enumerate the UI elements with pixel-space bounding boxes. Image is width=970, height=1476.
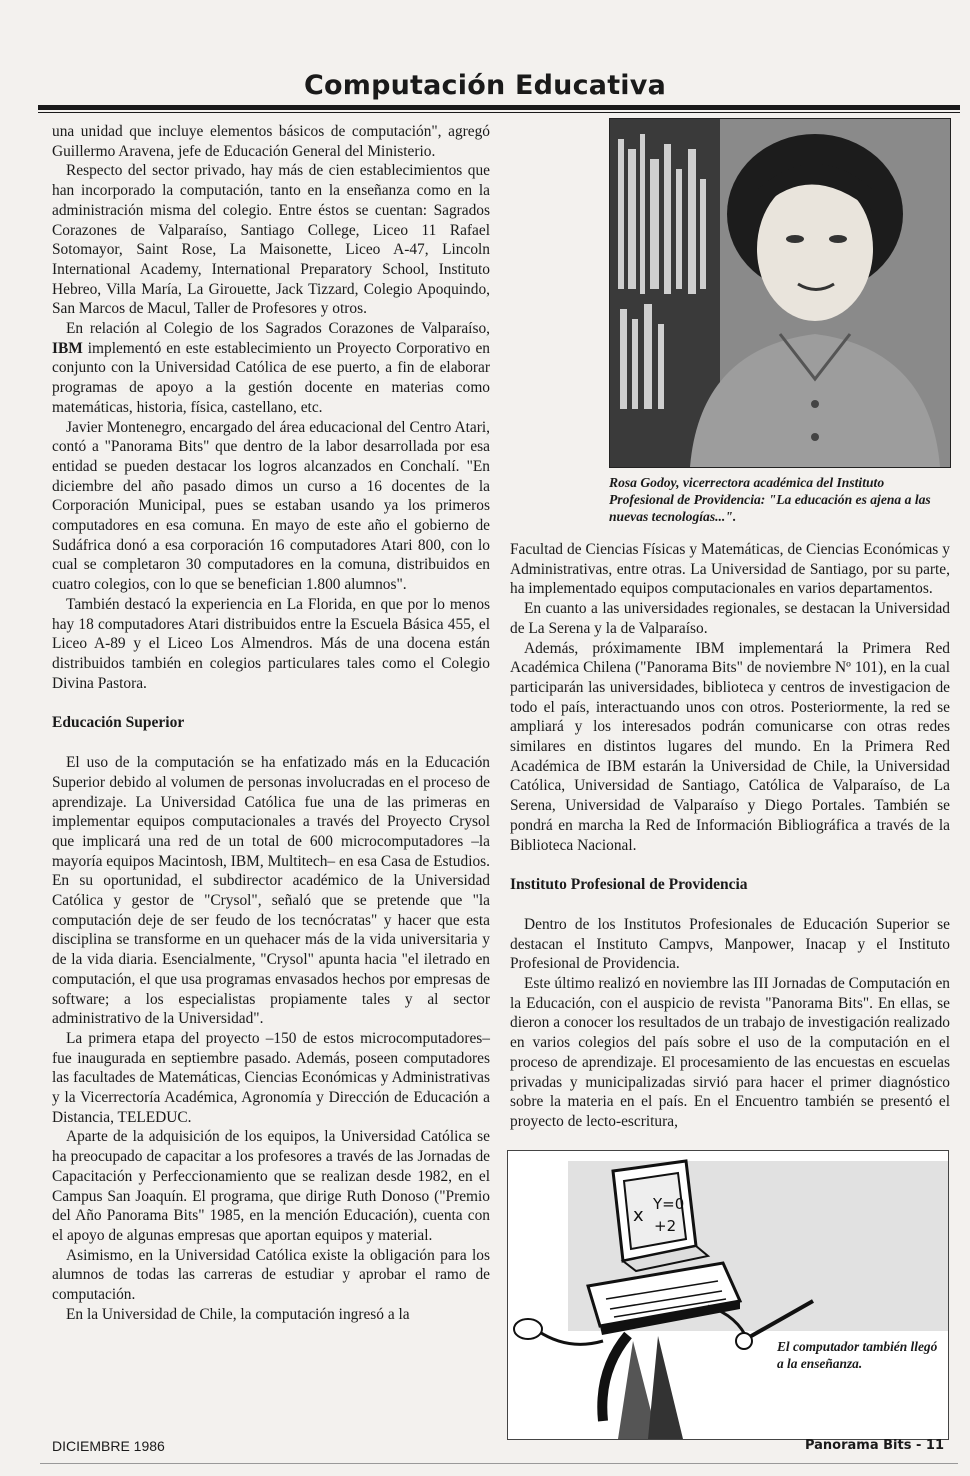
header-rule-thin	[38, 112, 960, 113]
screen-line-1: Y=0	[653, 1195, 685, 1213]
cartoon-illustration	[508, 1151, 948, 1439]
screen-line-2: +2	[654, 1217, 677, 1235]
cartoon-caption: El computador también llegó a la enseñanza.	[777, 1339, 938, 1371]
screen-x: x	[633, 1205, 644, 1226]
paragraph: Este último realizó en noviembre las III Jornadas de Computación en la Educación, con el auspicio de revista "Panorama Bits". En ellas, se dieron a conocer los resultados de un trabajo de investigación realizado en varios colegios del país sobre el uso de la computación en el proceso de aprendizaje. El procesamiento de las encuestas en escuelas privadas y municipalizadas sirvió para hacer el primer diagnóstico sobre la materia en el país. En el Encuentro también se presentó el proyecto de lecto-escritura,	[510, 975, 950, 1130]
spacer	[52, 693, 490, 713]
text-span: En relación al Colegio de los Sagrados Corazones de Valparaíso,	[66, 320, 490, 338]
spacer	[510, 855, 950, 875]
footer-rule	[40, 1463, 958, 1464]
paragraph: Javier Montenegro, encargado del área educacional del Centro Atari, contó a "Panorama Bits" que dentro de la labor desarrollada por esa entidad se pueden destacar los logros alcanzados en Conchalí. "En diciembre del año pasado dimos un curso a 16 docentes de la Corporación Municipal, pues se estaban usando ya los primeros computadores en esa comuna. En mayo de este año el gobierno de Sudáfrica donó a esa corporación 16 computadores Atari 800, con lo cual se completaron 30 computadores en la comuna, distribuidos en cuatro colegios, con lo que se benefician 1.800 alumnos".	[52, 418, 490, 594]
subheading: Instituto Profesional de Providencia	[510, 876, 748, 894]
portrait-photo	[609, 118, 951, 468]
paragraph: En la Universidad de Chile, la computación ingresó a la	[66, 1305, 410, 1323]
paragraph: El uso de la computación se ha enfatizado más en la Educación Superior debido al volumen de personas involucradas en el proceso de aprendizaje. La Universidad Católica fue una de las primeras en implementar equipos computacionales a través del Proyecto Crysol que implicará una red de un total de 600 microcomputadores –la mayoría equipos Macintosh, IBM, Multitech– en esa Casa de Estudios. En su oportunidad, el subdirector académico de la Universidad Católica y gestor de "Crysol", señaló que se pretende que "la computación deje de ser feudo de los tecnócratas" y hacer que esta disciplina se transforme en un quehacer más de la vida universitaria y de la vida diaria. Esencialmente, "Crysol" apunta hacia "el iletrado en computación, el que usa programas envasados hechos por empresas de software; a los especialistas propiamente tales y al sector administrativo de la Universidad".	[52, 754, 490, 1028]
right-column	[510, 540, 950, 1132]
paragraph: En cuanto a las universidades regionales, se destacan la Universidad de La Serena y la de Valparaíso.	[510, 600, 950, 637]
paragraph: Respecto del sector privado, hay más de cien establecimientos que han incorporado la computación, tanto en la enseñanza como en la administración misma del colegio. Entre éstos se cuentan: Sagrados Corazones de Valparaíso, Santiago College, Liceo 11 Rafael Sotomayor, Saint Rose, La Maisonette, Liceo A-47, Lincoln International Academy, International Preparatory School, Instituto Hebreo, Villa María, La Girouette, Jack Tizzard, Colegio Apoquindo, San Marcos de Macul, Taller de Profesores y otros.	[52, 162, 490, 318]
text-bold: IBM	[52, 339, 83, 357]
footer-date: DICIEMBRE 1986	[52, 1438, 165, 1454]
spacer	[510, 895, 950, 915]
footer-page-number: Panorama Bits - 11	[804, 1438, 944, 1453]
paragraph	[52, 319, 490, 418]
header-rule-thick	[38, 105, 960, 110]
paragraph: una unidad que incluye elementos básicos de computación", agregó Guillermo Aravena, jefe de Educación General del Ministerio.	[52, 123, 490, 160]
text-span: implementó en este establecimiento un Proyecto Corporativo en conjunto con la Universidad Católica de ese puerto, a fin de elaborar programas de apoyo a la gestión docente en materias como matemáticas, historia, física, castellano, etc.	[52, 339, 490, 416]
portrait-illustration	[610, 119, 950, 467]
paragraph: Además, próximamente IBM implementará la Primera Red Académica Chilena ("Panorama Bits" de noviembre Nº 101), en la cual participarán las universidades, biblioteca y centros de investigacion de todo el país, interactuando unos con otros. Posteriormente, la red se ampliará y los interesados podrán comunicarse con otras redes similares en distintos lugares del mundo. En la Primera Red Académica de IBM estarán la Universidad de Chile, la Universidad Católica, Universidad de Santiago, Católica de Valparaíso, de La Serena, Universidad de Valparaíso y Diego Portales. También se pondrá en marcha la Red de Información Bibliográfica a través de la Biblioteca Nacional.	[510, 639, 950, 854]
computer-cartoon	[507, 1150, 949, 1440]
subheading: Educación Superior	[52, 714, 185, 732]
paragraph: Asimismo, en la Universidad Católica existe la obligación para los alumnos de todas las carreras de estudiar y aprobar el ramo de computación.	[52, 1246, 490, 1304]
paragraph: Facultad de Ciencias Físicas y Matemáticas, de Ciencias Económicas y Administrativas, entre otras. La Universidad de Santiago, por su parte, ha implementado equipos computacionales en varios departamentos.	[510, 541, 950, 598]
paragraph: También destacó la experiencia en La Florida, en que por lo menos hay 18 computadores Atari distribuidos entre la Escuela Básica 455, el Liceo A-89 y el Liceo Los Almendros. Más de una docena están distribuidos también en colegios particulares tales como el Colegio Divina Pastora.	[52, 595, 490, 692]
paragraph: La primera etapa del proyecto –150 de estos microcomputadores– fue inaugurada en septiembre pasado. Además, poseen computadores las facultades de Matemáticas, Ciencias Económicas y Administrativas y la Vicerrectoría Académica, Agronomía y Dirección de Educación a Distancia, TELEDUC.	[52, 1029, 490, 1126]
paragraph: Aparte de la adquisición de los equipos, la Universidad Católica se ha preocupado de capacitar a los profesores a través de las Jornadas de Capacitación y Perfeccionamiento que se realizan desde 1982, en el Campus San Joaquín. El programa, que dirige Ruth Donoso ("Premio del Año Panorama Bits" 1985, en la mención Educación), cuenta con el apoyo de algunas empresas que aportan equipos y material.	[52, 1128, 490, 1244]
photo-caption: Rosa Godoy, vicerrectora académica del Instituto Profesional de Providencia: "La educación es ajena a las nuevas tecnologías...".	[609, 475, 931, 524]
section-title: Computación Educativa	[303, 70, 666, 101]
paragraph: Dentro de los Institutos Profesionales de Educación Superior se destacan el Instituto Campvs, Manpower, Inacap y el Instituto Profesional de Providencia.	[510, 915, 950, 973]
spacer	[52, 733, 490, 753]
left-column	[52, 122, 490, 1324]
